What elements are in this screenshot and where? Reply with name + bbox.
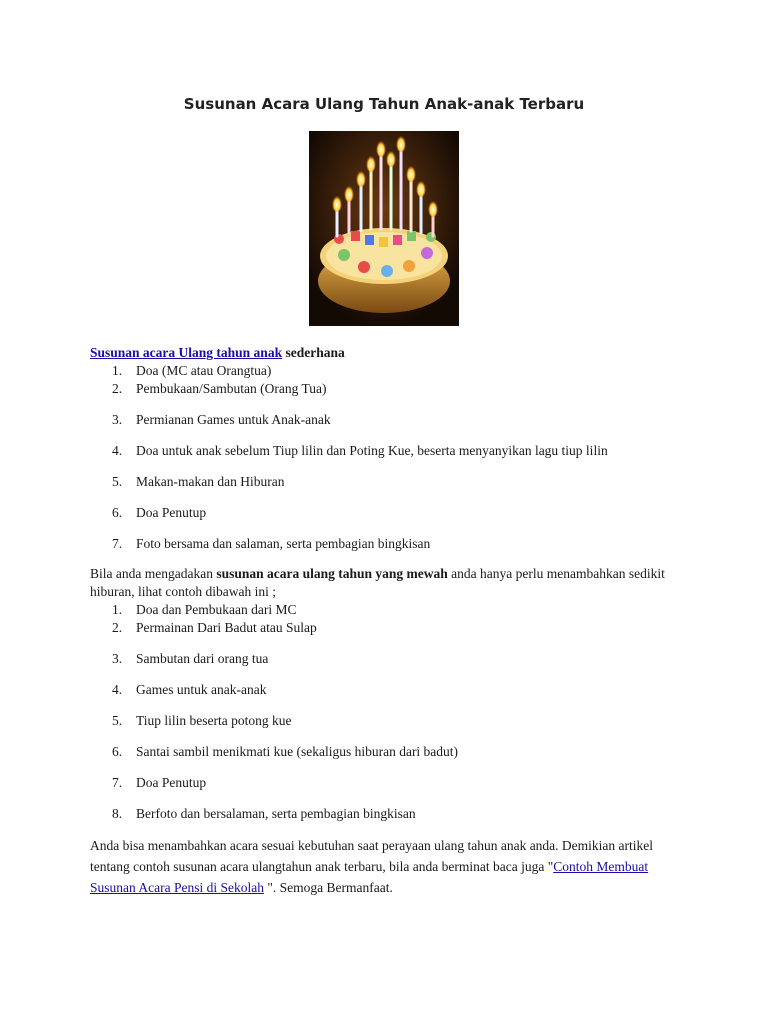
list-item bbox=[90, 619, 690, 637]
list-item-text: Makan-makan dan Hiburan bbox=[136, 474, 285, 489]
list-item-text: Doa untuk anak sebelum Tiup lilin dan Poting Kue, beserta menyanyikan lagu tiup lilin bbox=[136, 443, 608, 458]
list-item-number: 7. bbox=[112, 536, 123, 551]
closing-paragraph bbox=[90, 835, 690, 898]
list-item bbox=[90, 712, 690, 730]
list-item-number: 1. bbox=[112, 363, 123, 378]
cake-photo bbox=[309, 131, 459, 326]
list-item-number: 5. bbox=[112, 474, 123, 489]
section2-intro-text: Bila anda mengadakan bbox=[90, 566, 217, 581]
section1-heading-suffix: sederhana bbox=[282, 345, 345, 360]
list-item-text: Berfoto dan bersalaman, serta pembagian bingkisan bbox=[136, 806, 416, 821]
list-item-text: Permianan Games untuk Anak-anak bbox=[136, 412, 331, 427]
section1-link[interactable]: Susunan acara Ulang tahun anak bbox=[90, 345, 283, 360]
list-item-text: Doa dan Pembukaan dari MC bbox=[136, 602, 297, 617]
section1-heading bbox=[90, 344, 690, 362]
page-title: Susunan Acara Ulang Tahun Anak-anak Terbaru bbox=[183, 95, 585, 113]
list-item bbox=[90, 411, 690, 429]
pensi-article-link[interactable]: Contoh Membuat Susunan Acara Pensi di Sekolah bbox=[90, 859, 649, 895]
list-item-number: 6. bbox=[112, 744, 123, 759]
list-item bbox=[90, 380, 690, 398]
section2-intro bbox=[90, 565, 690, 601]
list-item-text: Santai sambil menikmati kue (sekaligus hiburan dari badut) bbox=[136, 744, 459, 759]
list-item-text: Doa (MC atau Orangtua) bbox=[136, 363, 272, 378]
closing-text-after: ". Semoga Bermanfaat. bbox=[263, 880, 393, 895]
list-item-number: 5. bbox=[112, 713, 123, 728]
list-item bbox=[90, 442, 690, 460]
article-body bbox=[90, 344, 690, 898]
list-item-text: Permainan Dari Badut atau Sulap bbox=[136, 620, 317, 635]
section2-intro-bold: susunan acara ulang tahun yang mewah bbox=[216, 566, 448, 581]
list-item-text: Doa Penutup bbox=[136, 505, 207, 520]
list-item-text: Tiup lilin beserta potong kue bbox=[136, 713, 292, 728]
section2-list bbox=[90, 601, 690, 823]
list-item bbox=[90, 504, 690, 522]
section2-intro-text-after: anda hanya perlu menambahkan sedikit hiburan, lihat contoh dibawah ini ; bbox=[90, 566, 665, 599]
list-item bbox=[90, 805, 690, 823]
list-item bbox=[90, 535, 690, 553]
list-item bbox=[90, 774, 690, 792]
list-item-text: Pembukaan/Sambutan (Orang Tua) bbox=[136, 381, 327, 396]
list-item-number: 2. bbox=[112, 620, 123, 635]
list-item bbox=[90, 650, 690, 668]
list-item-text: Doa Penutup bbox=[136, 775, 207, 790]
list-item bbox=[90, 681, 690, 699]
birthday-cake-illustration bbox=[309, 131, 459, 326]
list-item-number: 3. bbox=[112, 651, 123, 666]
list-item-number: 2. bbox=[112, 381, 123, 396]
list-item-text: Foto bersama dan salaman, serta pembagian bingkisan bbox=[136, 536, 431, 551]
list-item-text: Sambutan dari orang tua bbox=[136, 651, 269, 666]
list-item-number: 1. bbox=[112, 602, 123, 617]
closing-text: Anda bisa menambahkan acara sesuai kebutuhan saat perayaan ulang tahun anak anda. Demikian artikel tentang contoh susunan acara ulangtahun anak terbaru, bila anda berminat baca juga " bbox=[90, 838, 654, 874]
list-item-number: 8. bbox=[112, 806, 123, 821]
list-item-number: 3. bbox=[112, 412, 123, 427]
list-item bbox=[90, 473, 690, 491]
list-item bbox=[90, 743, 690, 761]
list-item-number: 6. bbox=[112, 505, 123, 520]
list-item-text: Games untuk anak-anak bbox=[136, 682, 267, 697]
list-item bbox=[90, 362, 690, 380]
section1-list bbox=[90, 362, 690, 553]
list-item-number: 4. bbox=[112, 682, 123, 697]
list-item-number: 7. bbox=[112, 775, 123, 790]
list-item-number: 4. bbox=[112, 443, 123, 458]
list-item bbox=[90, 601, 690, 619]
